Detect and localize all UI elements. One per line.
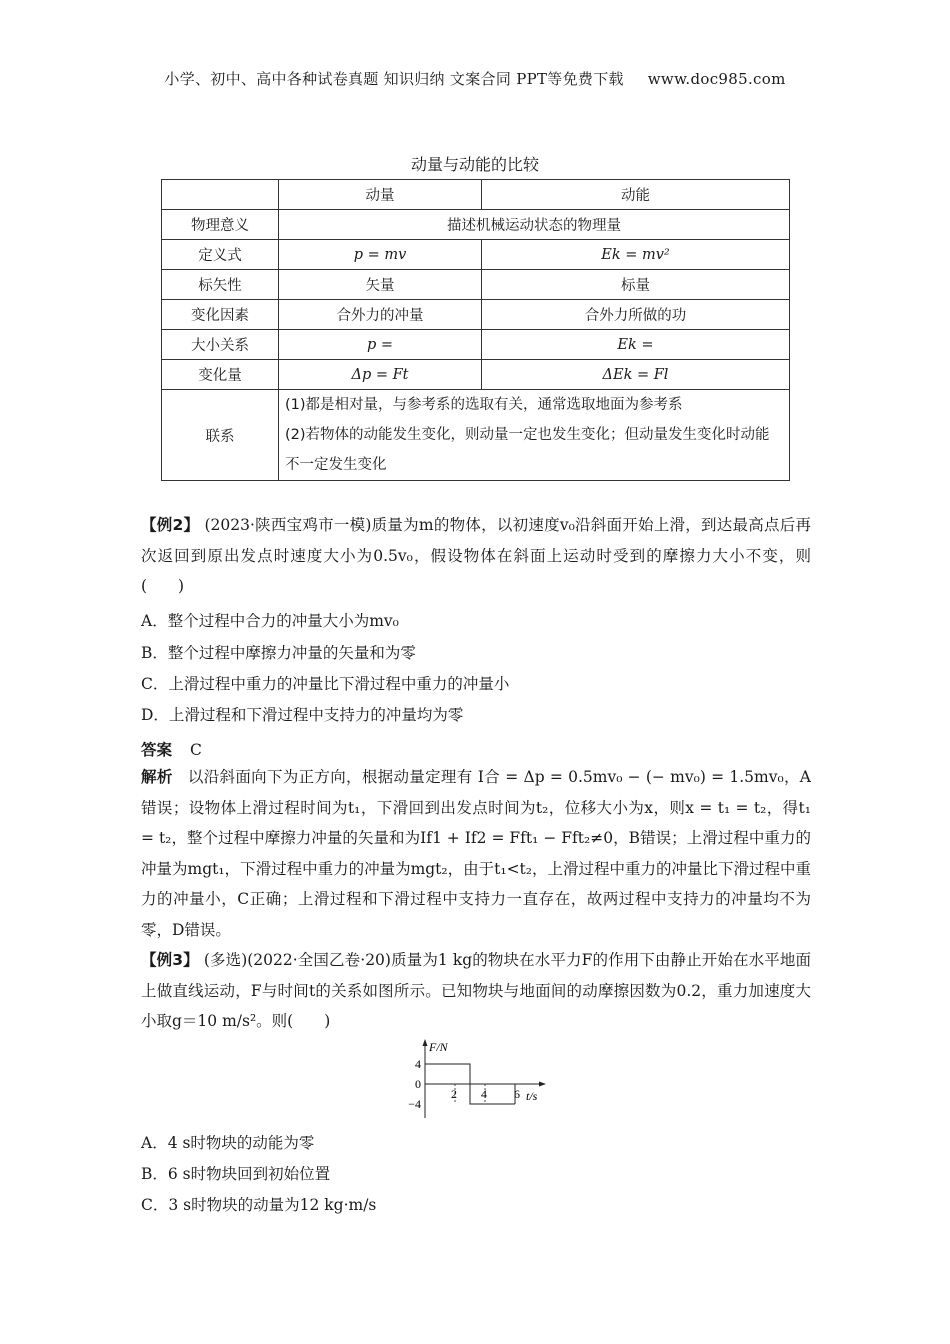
y-tick-0: 0 <box>415 1077 421 1091</box>
row-label: 变化因素 <box>162 300 279 330</box>
x-axis-arrow <box>539 1082 546 1087</box>
row-label: 物理意义 <box>162 210 279 240</box>
x-tick-6: 6 <box>514 1087 520 1101</box>
table-corner-cell <box>162 180 279 210</box>
example2-option-d: D．上滑过程和下滑过程中支持力的冲量均为零 <box>141 706 464 724</box>
col-header-momentum: 动量 <box>279 180 482 210</box>
cell-kinetic-energy: Ek = <box>482 330 790 360</box>
row-label: 标矢性 <box>162 270 279 300</box>
cell-kinetic-energy: ΔEk = Fl <box>482 360 790 390</box>
table-title: 动量与动能的比较 <box>410 155 539 174</box>
example3-stem <box>141 945 811 1037</box>
example2-option-a: A．整个过程中合力的冲量大小为mv₀ <box>141 612 399 630</box>
table-row <box>162 210 790 240</box>
row-label: 定义式 <box>162 240 279 270</box>
comparison-table <box>161 179 790 481</box>
page-header <box>0 68 950 89</box>
table-row <box>162 330 790 360</box>
force-time-graph <box>400 1038 550 1120</box>
answer-value: C <box>190 741 202 759</box>
y-axis-label: F/N <box>429 1040 448 1054</box>
analysis-label: 解析 <box>141 768 173 786</box>
table-header-row <box>162 180 790 210</box>
row-label: 联系 <box>162 390 279 481</box>
cell-momentum: p = <box>279 330 482 360</box>
y-tick-neg4: −4 <box>408 1097 421 1111</box>
x-axis-label: t/s <box>526 1089 538 1103</box>
x-tick-4: 4 <box>481 1087 487 1101</box>
example2-option-b: B．整个过程中摩擦力冲量的矢量和为零 <box>141 644 416 662</box>
col-header-kinetic-energy: 动能 <box>482 180 790 210</box>
example2-analysis <box>141 762 811 945</box>
example2-answer <box>141 738 202 760</box>
table-row <box>162 390 790 481</box>
example3-text: (多选)(2022·全国乙卷·20)质量为1 kg的物块在水平力F的作用下由静止开始在水平地面上做直线运动，F与时间t的关系如图所示。已知物块与地面间的动摩擦因数为0.2，重力加速度大小取g＝10 m/s²。则( ) <box>141 951 811 1030</box>
cell-kinetic-energy: 合外力所做的功 <box>482 300 790 330</box>
analysis-text: 以沿斜面向下为正方向，根据动量定理有 I合 = Δp = 0.5mv₀ − (− mv₀) = 1.5mv₀，A错误；设物体上滑过程时间为t₁，下滑回到出发点时间为t₂，位移大小为x，则x = t₁ = t₂，得t₁ = t₂，整个过程中摩擦力冲量的矢量和为If1 + If2 = Fft₁ − Fft₂≠0，B错误；上滑过程中重力的冲量为mgt₁，下滑过程中重力的冲量为mgt₂，由于t₁<t₂，上滑过程中重力的冲量比下滑过程中重力的冲量小，C正确；上滑过程和下滑过程中支持力一直存在，故两过程中支持力的冲量均不为零，D错误。 <box>141 768 811 939</box>
example2-stem <box>141 510 811 602</box>
example2-text: (2023·陕西宝鸡市一模)质量为m的物体，以初速度v₀沿斜面开始上滑，到达最高点后再次返回到原出发点时速度大小为0.5v₀，假设物体在斜面上运动时受到的摩擦力大小不变，则( ) <box>141 516 811 595</box>
relation-cell <box>279 390 790 481</box>
cell-momentum: 矢量 <box>279 270 482 300</box>
table-row <box>162 240 790 270</box>
relation-line-2: (2)若物体的动能发生变化，则动量一定也发生变化；但动量发生变化时动能不一定发生变化 <box>285 427 770 473</box>
cell-momentum: Δp = Ft <box>279 360 482 390</box>
header-site: www.doc985.com <box>647 70 786 88</box>
cell-momentum: 合外力的冲量 <box>279 300 482 330</box>
row-label: 大小关系 <box>162 330 279 360</box>
table-row <box>162 270 790 300</box>
table-row <box>162 300 790 330</box>
answer-label: 答案 <box>141 741 173 759</box>
y-tick-4: 4 <box>415 1057 421 1071</box>
example3-option-b: B．6 s时物块回到初始位置 <box>141 1165 331 1183</box>
cell-kinetic-energy: 标量 <box>482 270 790 300</box>
header-text: 小学、初中、高中各种试卷真题 知识归纳 文案合同 PPT等免费下载 <box>164 70 624 88</box>
example3-option-a: A．4 s时物块的动能为零 <box>141 1134 315 1152</box>
cell-momentum: p = mv <box>279 240 482 270</box>
example2-option-c: C．上滑过程中重力的冲量比下滑过程中重力的冲量小 <box>141 675 510 693</box>
cell-kinetic-energy: Ek = mv² <box>482 240 790 270</box>
merged-cell: 描述机械运动状态的物理量 <box>279 210 790 240</box>
table-row <box>162 360 790 390</box>
example2-label: 【例2】 <box>141 516 200 534</box>
y-axis-arrow <box>423 1039 428 1046</box>
example3-option-c: C．3 s时物块的动量为12 kg·m/s <box>141 1196 377 1214</box>
example3-label: 【例3】 <box>141 951 199 969</box>
relation-line-1: (1)都是相对量，与参考系的选取有关，通常选取地面为参考系 <box>285 397 683 413</box>
row-label: 变化量 <box>162 360 279 390</box>
x-tick-2: 2 <box>451 1087 457 1101</box>
